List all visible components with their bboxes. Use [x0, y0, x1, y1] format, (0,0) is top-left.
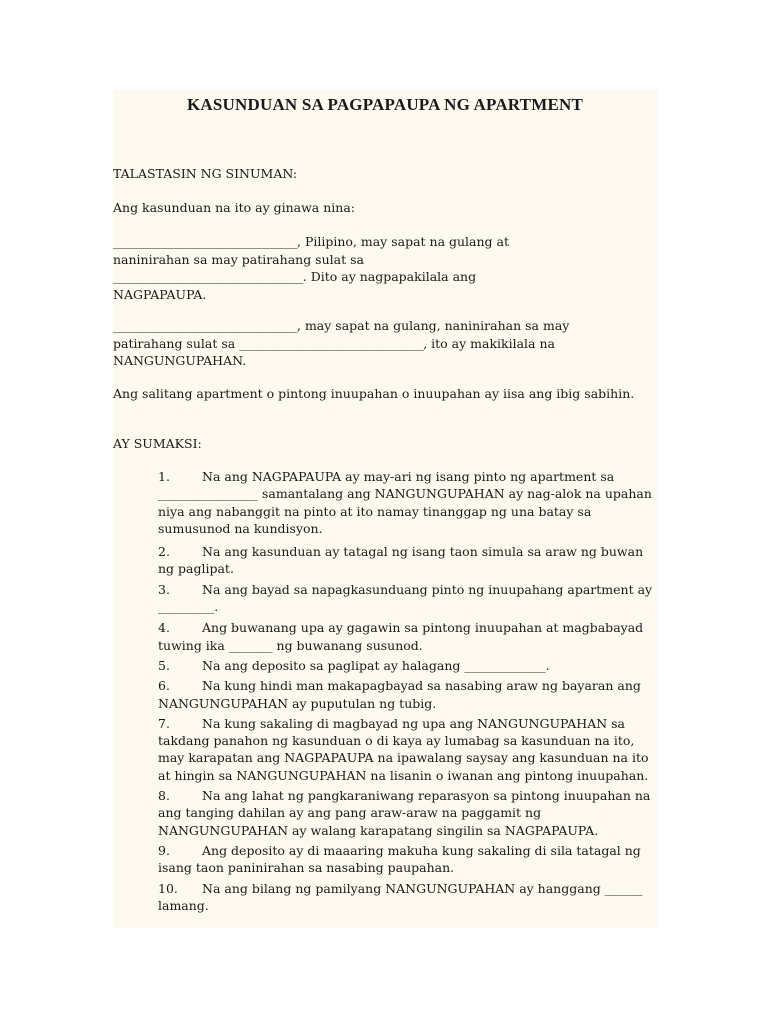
- list-item: 4. Ang buwanang upa ay gagawin sa pintong inuupahan at magbabayad tuwing ika _______ ng buwanang susunod.: [158, 620, 644, 653]
- intro-paragraph: Ang kasunduan na ito ay ginawa nina:: [113, 200, 355, 215]
- list-item: 5. Na ang deposito sa paglipat ay halagang _____________.: [158, 657, 550, 673]
- party2-address-blank: ________________________________: [239, 335, 424, 351]
- party2-blank: ________________________________: [113, 318, 297, 333]
- party2-paragraph: ________________________________, may sapat na gulang, naninirahan sa may patirahang sulat sa ________________________________, ito ay makikilala na NANGUNGUPAHAN.: [113, 318, 570, 368]
- list-item: 9. Ang deposito ay di maaaring makuha kung sakaling di sila tatagal ng isang taon paninirahan sa nasabing paupahan.: [158, 842, 641, 876]
- salutation: TALASTASIN NG SINUMAN:: [113, 166, 298, 181]
- list-item: 8. Na ang lahat ng pangkaraniwang reparasyon sa pintong inuupahan na ang tanging dahilan ay ang pang araw-araw na paggamit ng NANGUNGUPAHAN ay walang karapatang singilin sa NAGPAPAUPA.: [158, 788, 651, 838]
- document-title: KASUNDUAN SA PAGPAPAUPA NG APARTMENT: [186, 95, 584, 114]
- witness-heading: AY SUMAKSI:: [113, 436, 202, 451]
- list-item: 6. Na kung hindi man makapagbayad sa nasabing araw ng bayaran ang NANGUNGUPAHAN ay puputulan ng tubig.: [158, 678, 641, 711]
- party1-blank: ________________________________: [113, 234, 297, 249]
- document-page: [113, 90, 657, 928]
- definition-paragraph: Ang salitang apartment o pintong inuupahan o inuupahan ay iisa ang ibig sabihin.: [113, 386, 635, 401]
- list-item: 7. Na kung sakaling di magbayad ng upa ang NANGUNGUPAHAN sa takdang panahon ng kasunduan o di kaya ay lumabag sa kasunduan na ito, may karapatan ang NAGPAPAUPA na ipawalang saysay ang kasunduan na ito at hingin sa NANGUNGUPAHAN na lisanin o iwanan ang pintong inuupahan.: [158, 715, 649, 783]
- list-item: 10. Na ang bilang ng pamilyang NANGUNGUPAHAN ay hanggang ______ lamang.: [158, 880, 643, 913]
- terms-list: [158, 468, 656, 914]
- party1-address-blank: _________________________________: [113, 269, 303, 284]
- list-item: 1. Na ang NAGPAPAUPA ay may-ari ng isang pinto ng apartment sa ________________ samantalang ang NANGUNGUPAHAN ay nag-alok na upahan niya ang nabanggit na pinto at ito namay tinanggap ng una batay sa sumusunod na kundisyon.: [158, 469, 652, 536]
- party1-paragraph: ________________________________, Pilipino, may sapat na gulang at naninirahan sa may patirahang sulat sa _________________________________. Dito ay nagpapakilala ang NAGPAPAUPA.: [113, 234, 510, 302]
- list-item: 2. Na ang kasunduan ay tatagal ng isang taon simula sa araw ng buwan ng paglipat.: [158, 544, 644, 577]
- list-item: 3. Na ang bayad sa napagkasunduang pinto ng inuupahang apartment ay _________.: [158, 581, 653, 615]
